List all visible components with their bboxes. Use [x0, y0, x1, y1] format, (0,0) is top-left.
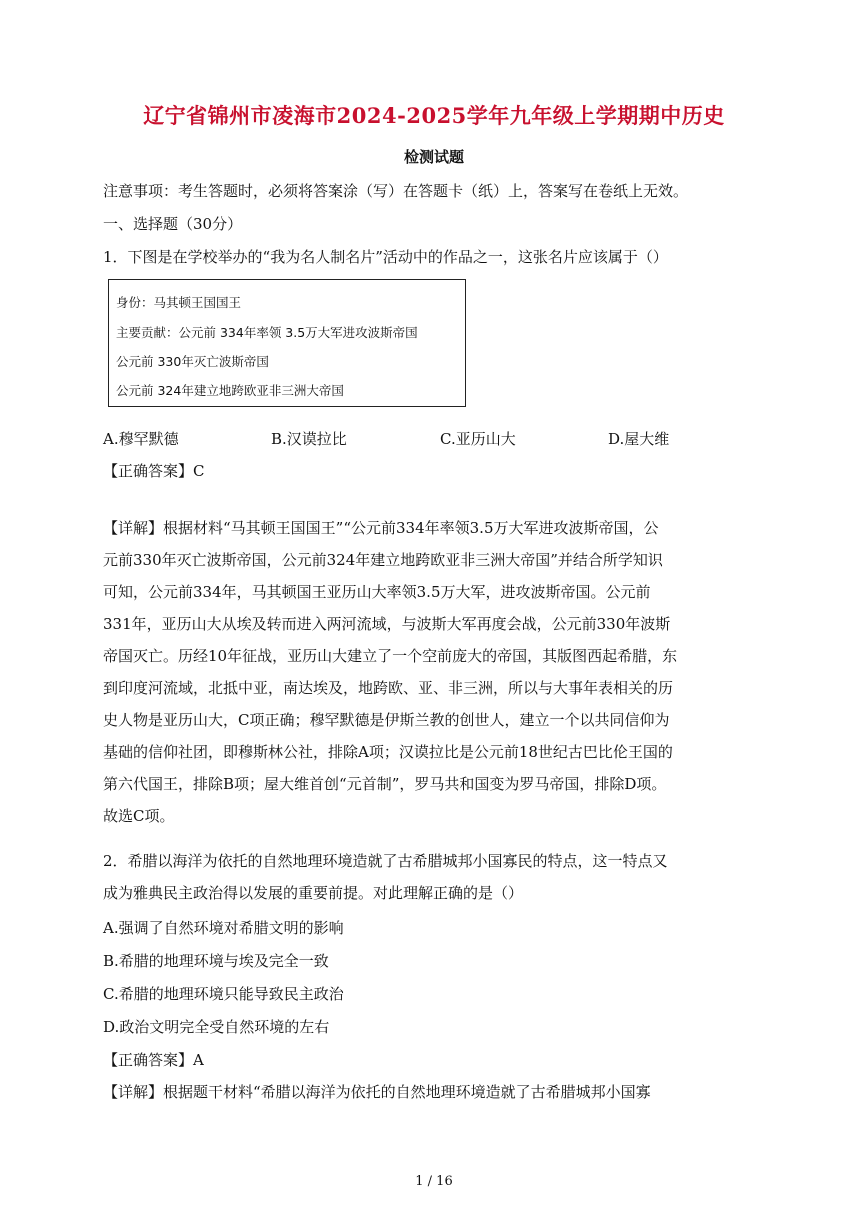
- detail-line: 元前330年灭亡波斯帝国，公元前324年建立地跨欧亚非三洲大帝国”并结合所学知识: [103, 551, 663, 569]
- question-1-stem: 1．下图是在学校举办的“我为名人制名片”活动中的作品之一，这张名片应该属于（）: [103, 248, 668, 266]
- card-line: 身份：马其顿王国国王: [116, 295, 242, 310]
- notice-text: 注意事项：考生答题时，必须将答案涂（写）在答题卡（纸）上，答案写在卷纸上无效。: [103, 182, 689, 200]
- detail-line: 帝国灭亡。历经10年征战，亚历山大建立了一个空前庞大的帝国，其版图西起希腊，东: [103, 647, 678, 665]
- q2-answer: 【正确答案】A: [103, 1051, 204, 1069]
- card-line: 公元前 330年灭亡波斯帝国: [116, 354, 269, 369]
- q1-detail: [103, 512, 771, 832]
- q1-option-a: A.穆罕默德: [103, 430, 179, 448]
- detail-line: 331年，亚历山大从埃及转而进入两河流域，与波斯大军再度会战，公元前330年波斯: [103, 615, 671, 633]
- q1-option-b: B.汉谟拉比: [271, 430, 347, 448]
- detail-line: 故选C项。: [103, 807, 175, 825]
- q2-detail: 【详解】根据题干材料“希腊以海洋为依托的自然地理环境造就了古希腊城邦小国寡: [103, 1083, 651, 1101]
- stem-line: 成为雅典民主政治得以发展的重要前提。对此理解正确的是（）: [103, 884, 524, 902]
- detail-line: 可知，公元前334年，马其顿国王亚历山大率领3.5万大军，进攻波斯帝国。公元前: [103, 583, 651, 601]
- detail-line: 到印度河流域，北抵中亚，南达埃及，地跨欧、亚、非三洲，所以与大事年表相关的历: [103, 679, 674, 697]
- stem-line: 2．希腊以海洋为依托的自然地理环境造就了古希腊城邦小国寡民的特点，这一特点又: [103, 852, 668, 870]
- question-2-stem: [103, 845, 771, 909]
- q1-option-c: C.亚历山大: [440, 430, 516, 448]
- detail-line: 基础的信仰社团，即穆斯林公社，排除A项；汉谟拉比是公元前18世纪古巴比伦王国的: [103, 743, 673, 761]
- q2-option-b: B.希腊的地理环境与埃及完全一致: [103, 952, 329, 970]
- section-heading: 一、选择题（30分）: [103, 215, 243, 233]
- detail-line: 第六代国王，排除B项；屋大维首创“元首制”，罗马共和国变为罗马帝国，排除D项。: [103, 775, 667, 793]
- detail-line: 史人物是亚历山大，C项正确；穆罕默德是伊斯兰教的创世人，建立一个以共同信仰为: [103, 711, 670, 729]
- card-line: 公元前 324年建立地跨欧亚非三洲大帝国: [116, 383, 344, 398]
- page-number: 1 / 16: [415, 1174, 453, 1189]
- q1-answer: 【正确答案】C: [103, 462, 205, 480]
- q2-option-c: C.希腊的地理环境只能导致民主政治: [103, 985, 344, 1003]
- document-title: 辽宁省锦州市凌海市2024-2025学年九年级上学期期中历史: [143, 103, 725, 128]
- q2-option-d: D.政治文明完全受自然环境的左右: [103, 1018, 330, 1036]
- document-subtitle: 检测试题: [403, 148, 464, 166]
- q2-option-a: A.强调了自然环境对希腊文明的影响: [103, 919, 344, 937]
- q1-option-d: D.屋大维: [608, 430, 670, 448]
- card-line: 主要贡献：公元前 334年率领 3.5万大军进攻波斯帝国: [116, 325, 418, 340]
- detail-line: 【详解】根据材料“马其顿王国国王”“公元前334年率领3.5万大军进攻波斯帝国，公: [103, 519, 659, 537]
- name-card: [108, 279, 466, 407]
